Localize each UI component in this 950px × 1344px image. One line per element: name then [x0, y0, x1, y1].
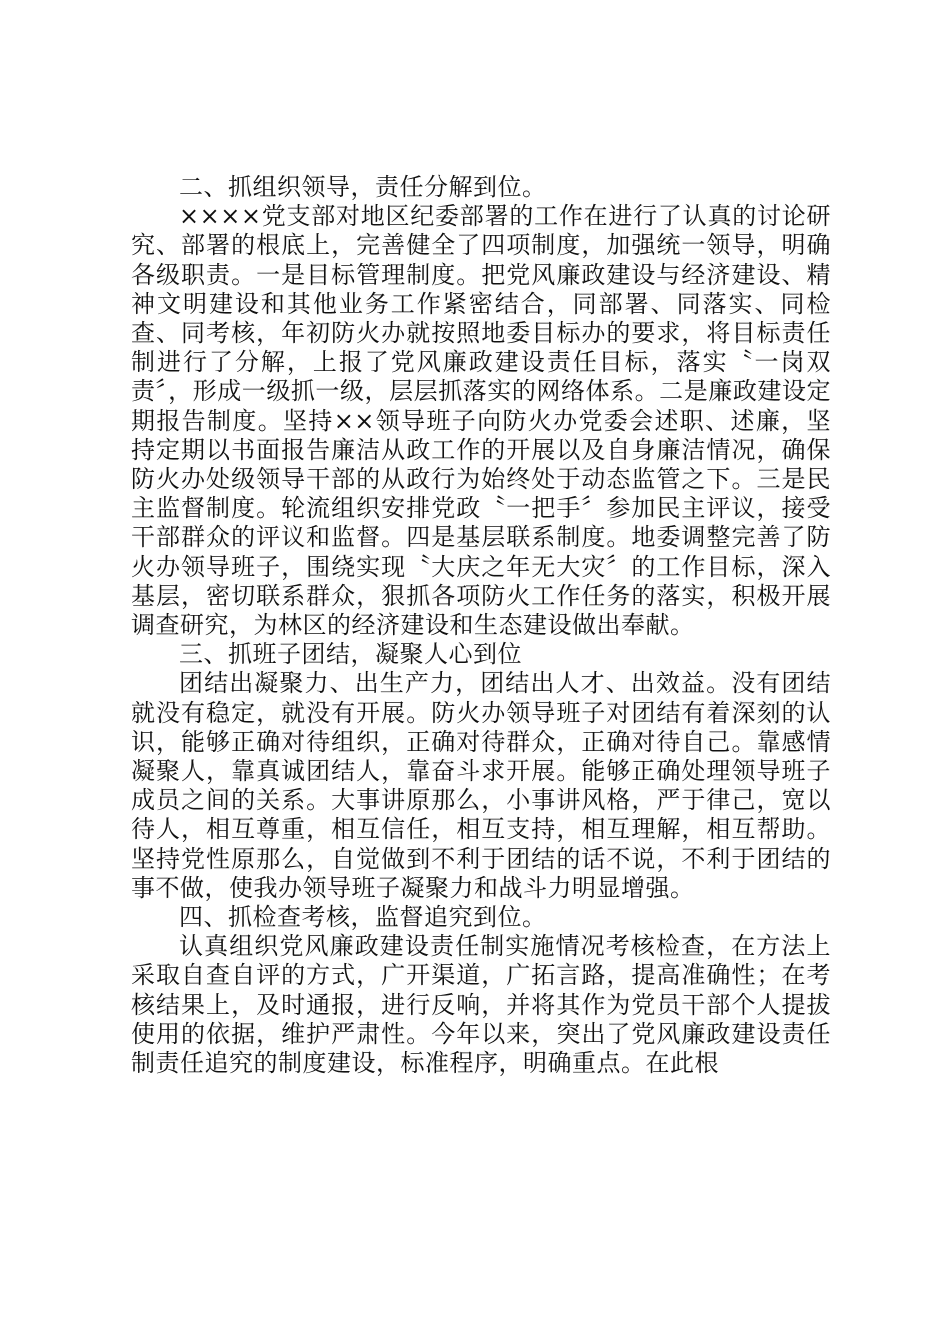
section-heading-2: 二、抓组织领导，责任分解到位。 [179, 173, 547, 201]
section-heading-3: 三、抓班子团结，凝聚人心到位 [179, 640, 522, 669]
body-paragraph-unity: 团结出凝聚力、出生产力，团结出人才、出效益。没有团结就没有稳定，就没有开展。防火办领导班子对团结有着深刻的认识，能够正确对待组织，正确对待群众，正确对待自己。靠感情凝聚人，靠真诚团结人，靠奋斗求开展。能够正确处理领导班子成员之间的关系。大事讲原那么，小事讲风格，严于律己，宽以待人，相互尊重，相互信任，相互支持，相互理解，相互帮助。坚持党性原那么，自觉做到不利于团结的话不说，不利于团结的事不做，使我办领导班子凝聚力和战斗力明显增强。 [131, 669, 831, 902]
section-heading-4: 四、抓检查考核，监督追究到位。 [179, 903, 547, 932]
body-paragraph-organization: ××××党支部对地区纪委部署的工作在进行了认真的讨论研究、部署的根底上，完善健全了四项制度，加强统一领导，明确各级职责。一是目标管理制度。把党风廉政建设与经济建设、精神文明建设和其他业务工作紧密结合，同部署、同落实、同检查、同考核，年初防火办就按照地委目标办的要求，将目标责任制进行了分解，上报了党风廉政建设责任目标，落实〝一岗双责〞，形成一级抓一级，层层抓落实的网络体系。二是廉政建设定期报告制度。坚持××领导班子向防火办党委会述职、述廉，坚持定期以书面报告廉洁从政工作的开展以及自身廉洁情况，确保防火办处级领导干部的从政行为始终处于动态监管之下。三是民主监督制度。轮流组织安排党政〝一把手〞参加民主评议，接受干部群众的评议和监督。四是基层联系制度。地委调整完善了防火办领导班子，围绕实现〝大庆之年无大灾〞的工作目标，深入基层，密切联系群众，狠抓各项防火工作任务的落实，积极开展调查研究，为林区的经济建设和生态建设做出奉献。 [131, 202, 831, 640]
document-body [131, 173, 831, 1078]
body-paragraph-inspection: 认真组织党风廉政建设责任制实施情况考核检查，在方法上采取自查自评的方式，广开渠道，广拓言路，提高准确性；在考核结果上，及时通报，进行反响，并将其作为党员干部个人提拔使用的依据，维护严肃性。今年以来，突出了党风廉政建设责任制责任追究的制度建设，标准程序，明确重点。在此根 [131, 932, 831, 1078]
